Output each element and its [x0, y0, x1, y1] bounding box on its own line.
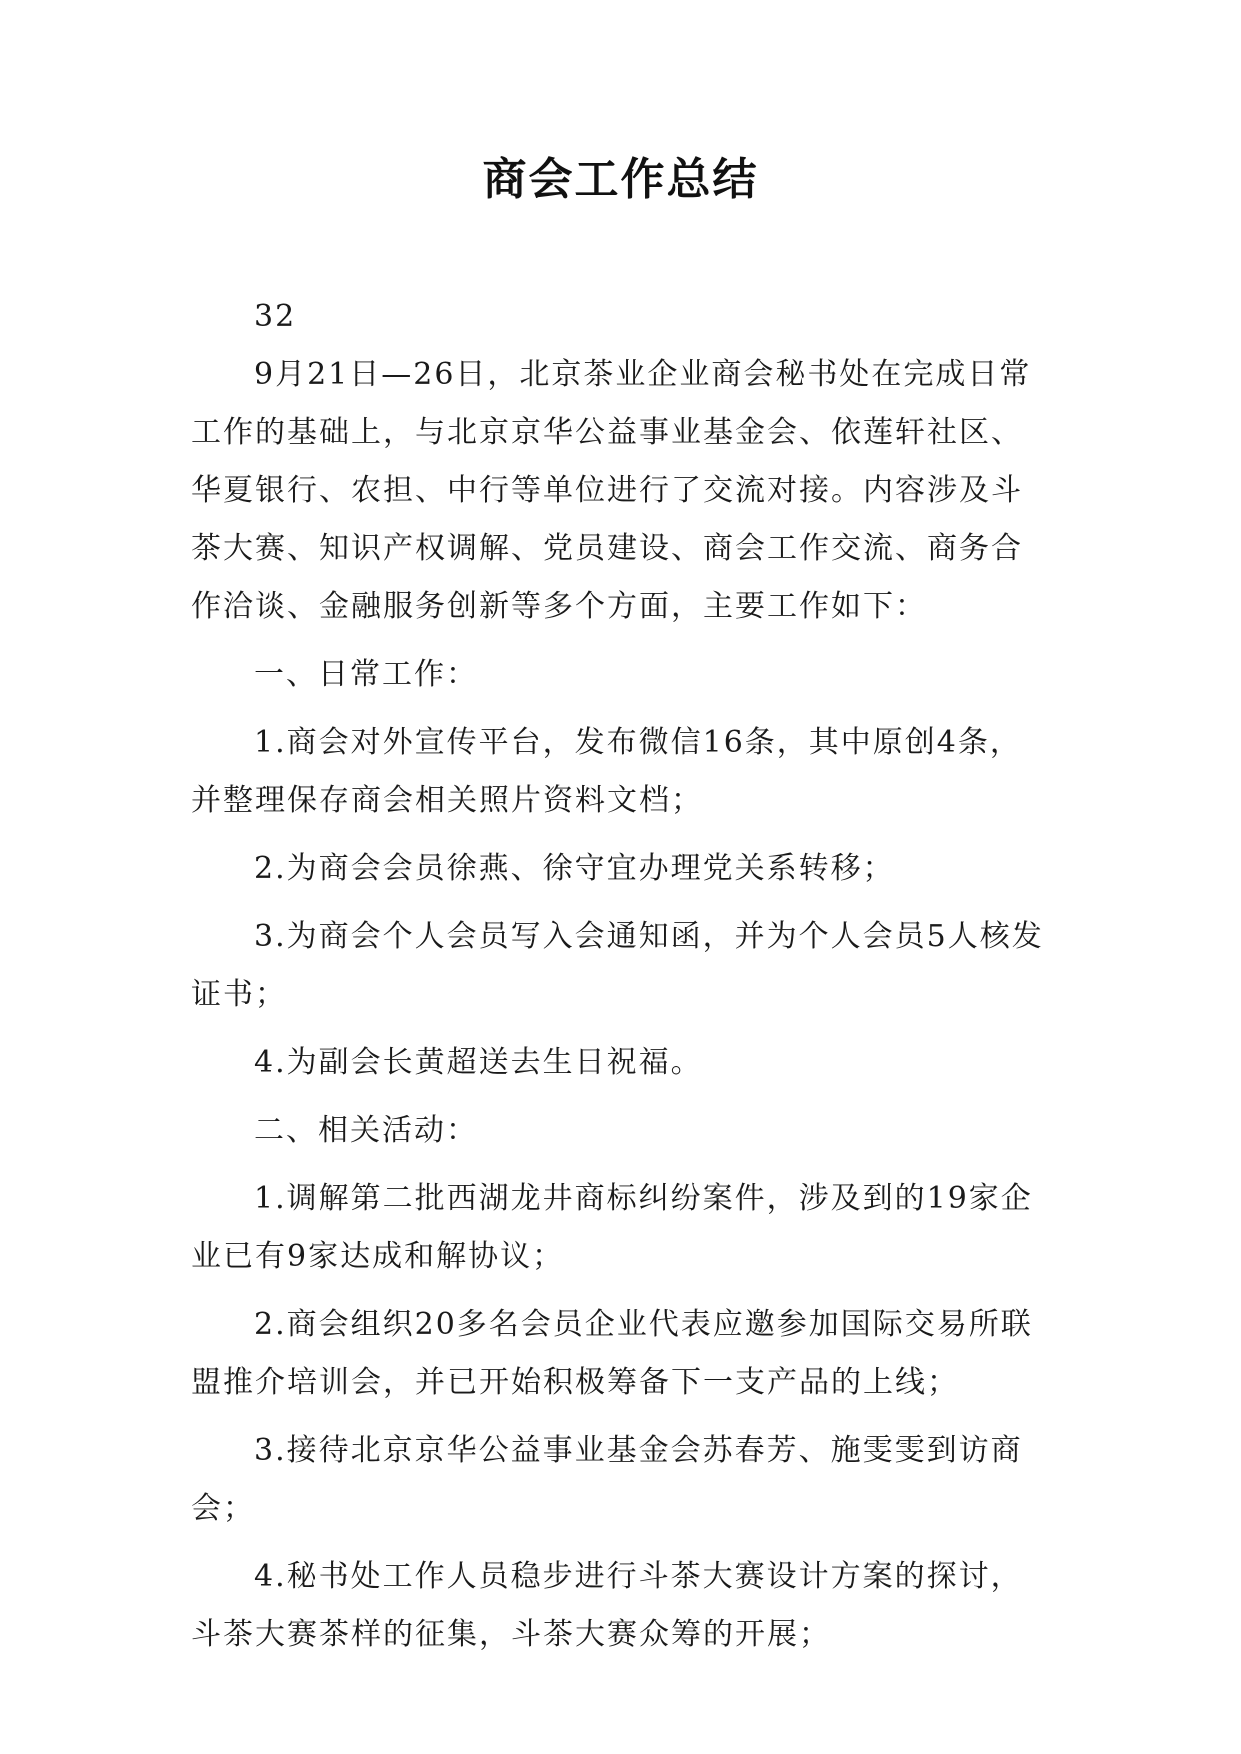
daily-work-item-2: 2.为商会会员徐燕、徐守宜办理党关系转移；: [254, 851, 895, 886]
section-heading-daily-work: 一、日常工作：: [254, 657, 478, 692]
document-body: [191, 288, 1051, 1674]
paragraph-intro: 9月21日—26日，北京茶业企业商会秘书处在完成日常工作的基础上，与北京京华公益事业基金会、依莲轩社区、华夏银行、农担、中行等单位进行了交流对接。内容涉及斗茶大赛、知识产权调解、党员建设、商会工作交流、商务合作洽谈、金融服务创新等多个方面，主要工作如下：: [191, 357, 1032, 624]
activity-item-1: 1.调解第二批西湖龙井商标纠纷案件，涉及到的19家企业已有9家达成和解协议；: [191, 1181, 1033, 1274]
daily-work-item-3: 3.为商会个人会员写入会通知函，并为个人会员5人核发证书；: [191, 919, 1044, 1012]
activity-item-2: 2.商会组织20多名会员企业代表应邀参加国际交易所联盟推介培训会，并已开始积极筹备下一支产品的上线；: [191, 1307, 1033, 1400]
daily-work-item-4: 4.为副会长黄超送去生日祝福。: [254, 1045, 703, 1080]
paragraph-number: 32: [254, 299, 297, 334]
daily-work-item-1: 1.商会对外宣传平台，发布微信16条，其中原创4条，并整理保存商会相关照片资料文档；: [191, 725, 1022, 818]
document-title: 商会工作总结: [482, 154, 759, 205]
activity-item-4: 4.秘书处工作人员稳步进行斗茶大赛设计方案的探讨，斗茶大赛茶样的征集，斗茶大赛众筹的开展；: [191, 1559, 1023, 1652]
activity-item-3: 3.接待北京京华公益事业基金会苏春芳、施雯雯到访商会；: [191, 1433, 1023, 1526]
section-heading-activities: 二、相关活动：: [254, 1113, 478, 1148]
